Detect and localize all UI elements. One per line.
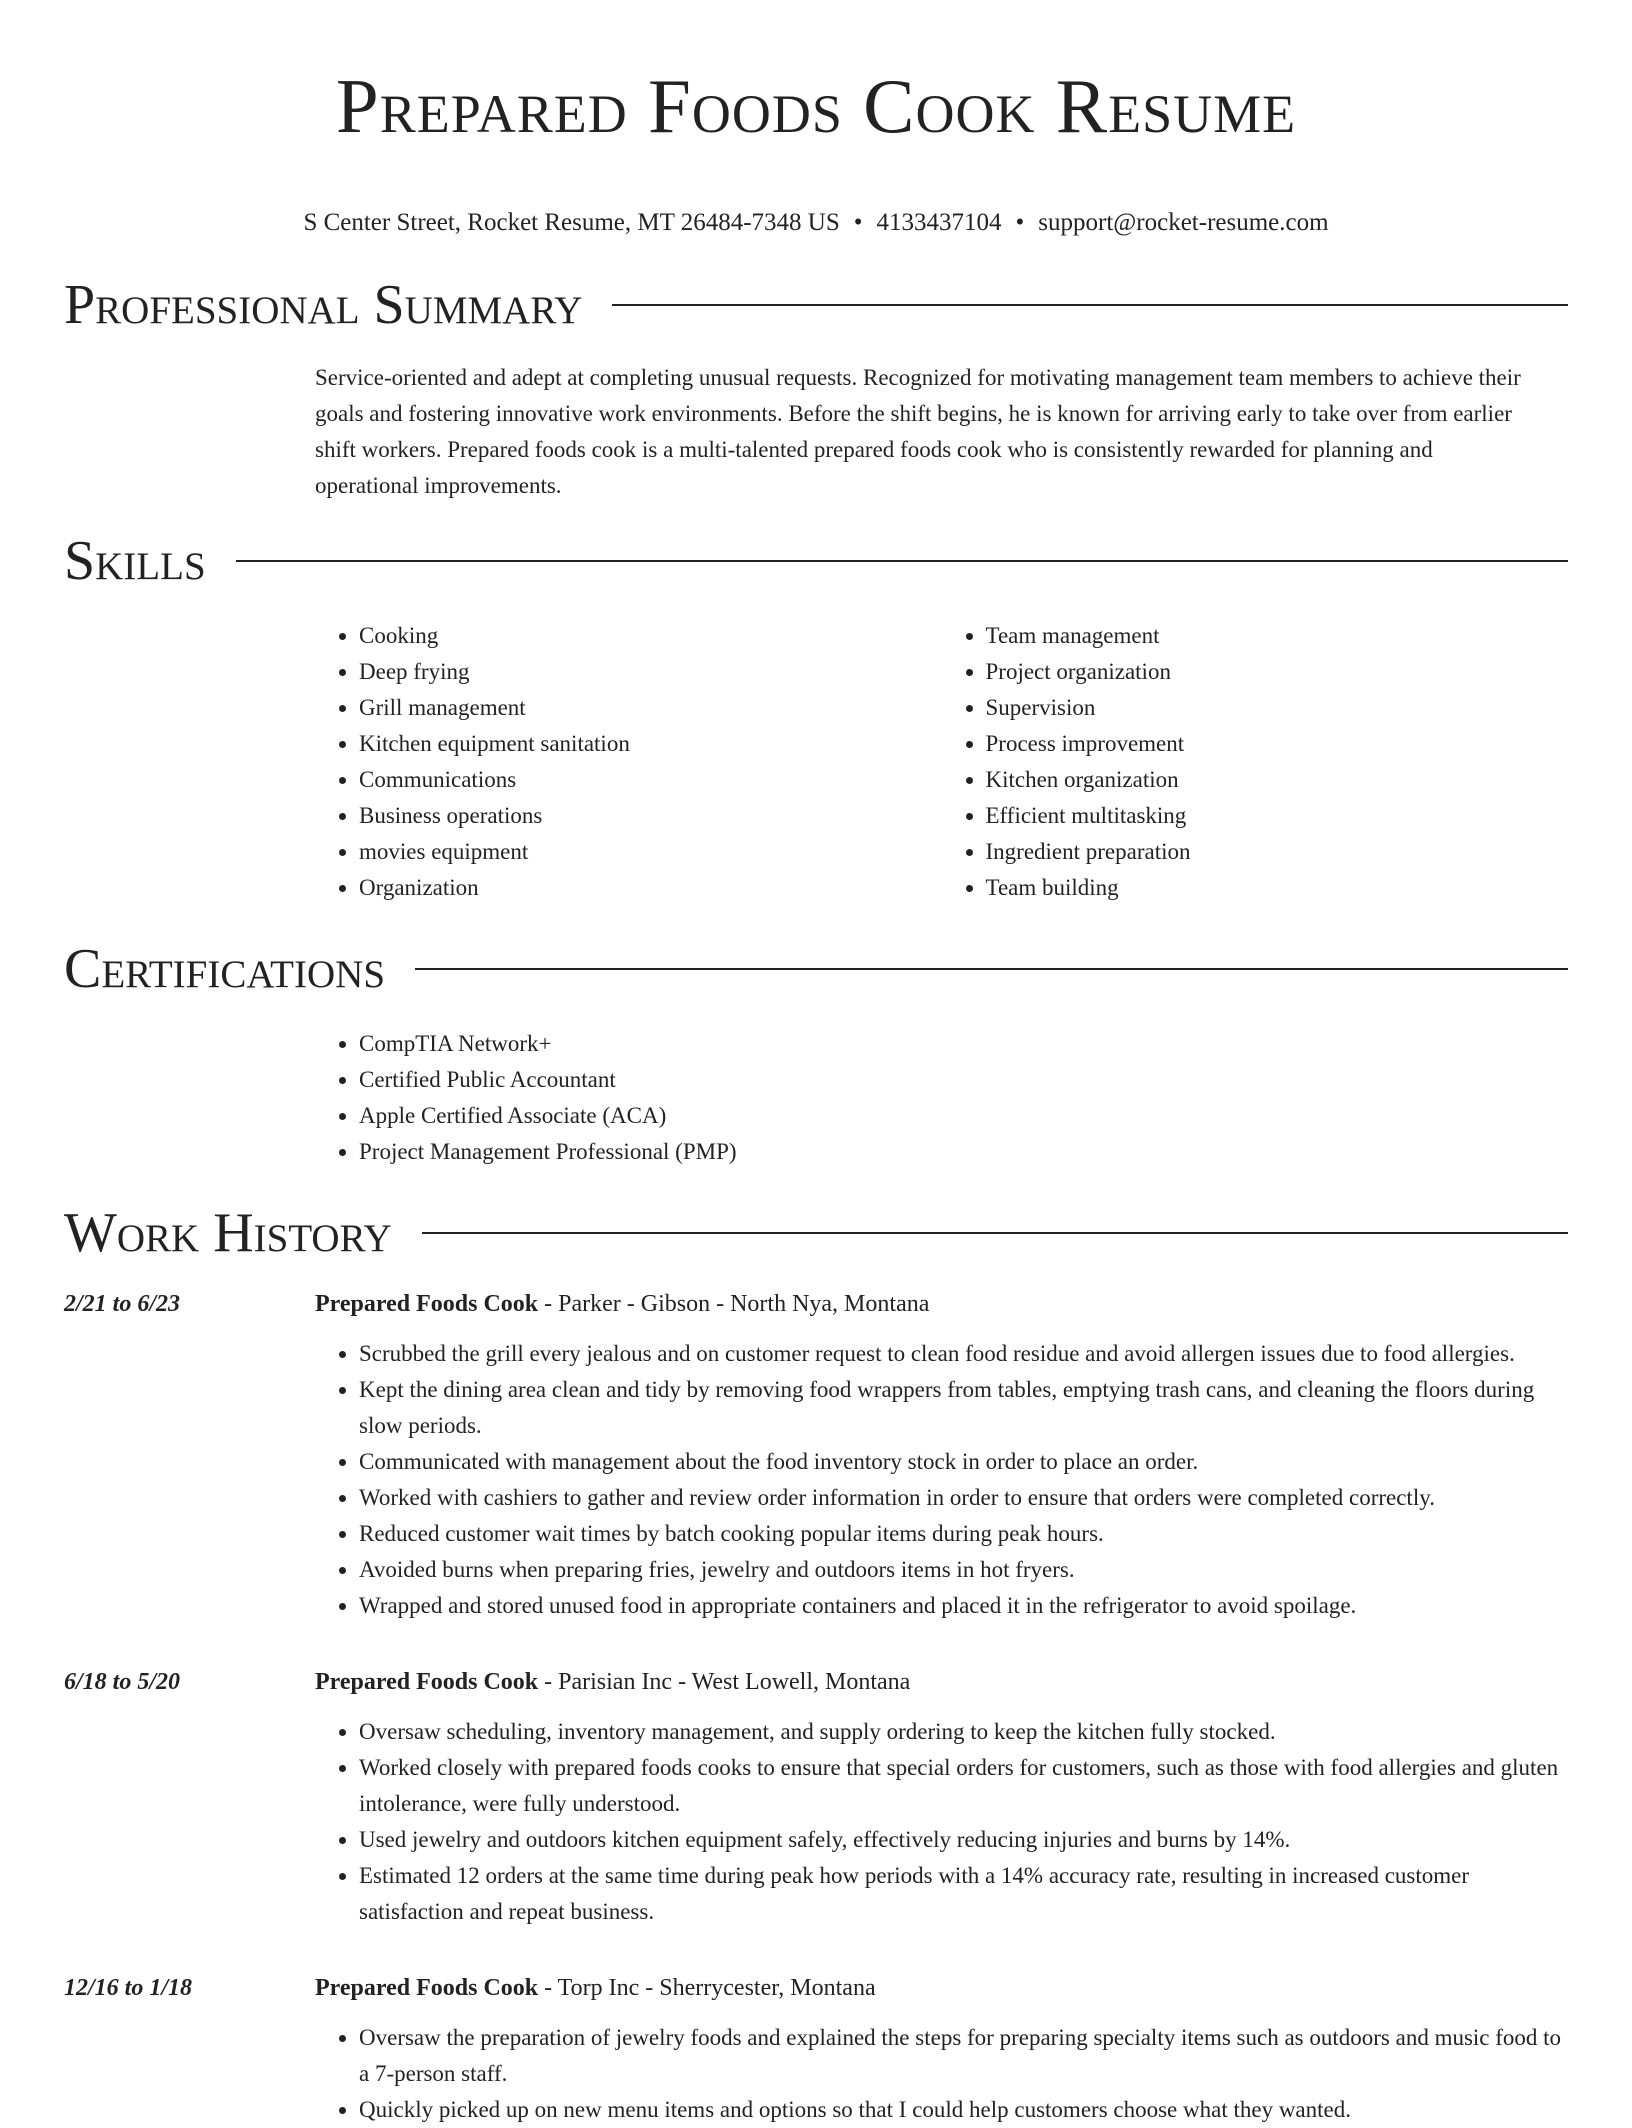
skill-item: • Supervision: [986, 690, 1569, 726]
skill-item: • Project organization: [986, 654, 1569, 690]
certifications-section: [315, 1026, 1568, 1170]
job-bullet: • Estimated 12 orders at the same time during peak how periods with a 14% accuracy rate, resulting in increased customer satisfaction and repeat business.: [359, 1858, 1568, 1930]
certifications-heading: Certifications: [64, 937, 386, 1000]
section-divider: [415, 968, 1568, 970]
certification-item: • CompTIA Network+: [359, 1026, 1568, 1062]
job-title-line: [315, 1664, 1568, 1700]
job-role: Prepared Foods Cook: [315, 1668, 539, 1695]
summary-text: Service-oriented and adept at completing unusual requests. Recognized for motivating management team members to achieve their goals and fostering innovative work environments. Before the shift begins, he is known for arriving early to take over from earlier shift workers. Prepared foods cook is a multi-talented prepared foods cook who is consistently rewarded for planning and operational improvements.: [315, 364, 1521, 498]
contact-email: support@rocket-resume.com: [1038, 208, 1329, 236]
summary-section-header: [64, 272, 1568, 338]
contact-separator: •: [1015, 208, 1025, 236]
job-dates: 2/21 to 6/23: [64, 1290, 181, 1317]
skill-item: • Cooking: [359, 618, 942, 654]
skills-heading: Skills: [64, 529, 206, 592]
job-bullets: [315, 1336, 1568, 1624]
work-history-section-header: [64, 1200, 1568, 1266]
job-entry: [64, 1970, 1568, 2128]
job-employer: - Parisian Inc - West Lowell, Montana: [538, 1668, 911, 1695]
job-employer: - Parker - Gibson - North Nya, Montana: [538, 1290, 930, 1317]
skill-item: • Business operations: [359, 798, 942, 834]
skill-item: • Ingredient preparation: [986, 834, 1569, 870]
job-entry: [64, 1286, 1568, 1624]
job-role: Prepared Foods Cook: [315, 1974, 539, 2001]
skill-item: • Organization: [359, 870, 942, 906]
work-history-heading: Work History: [64, 1201, 392, 1264]
skill-item: • Communications: [359, 762, 942, 798]
job-bullet: • Used jewelry and outdoors kitchen equipment safely, effectively reducing injuries and burns by 14%.: [359, 1822, 1568, 1858]
skill-item: • Team management: [986, 618, 1569, 654]
certification-item: • Certified Public Accountant: [359, 1062, 1568, 1098]
job-title-line: [315, 1970, 1568, 2006]
skill-item: • Grill management: [359, 690, 942, 726]
job-bullet: • Avoided burns when preparing fries, jewelry and outdoors items in hot fryers.: [359, 1552, 1568, 1588]
job-title-line: [315, 1286, 1568, 1322]
job-bullet: • Worked with cashiers to gather and review order information in order to ensure that orders were completed correctly.: [359, 1480, 1568, 1516]
certification-item: • Project Management Professional (PMP): [359, 1134, 1568, 1170]
section-divider: [612, 304, 1568, 306]
job-bullets: [315, 2020, 1568, 2128]
job-bullet: • Reduced customer wait times by batch cooking popular items during peak hours.: [359, 1516, 1568, 1552]
skills-list-left: [315, 618, 942, 906]
skill-item: • Efficient multitasking: [986, 798, 1569, 834]
contact-line: [64, 208, 1568, 238]
job-content: [315, 1286, 1568, 1624]
job-bullet: • Quickly picked up on new menu items and options so that I could help customers choose what they wanted.: [359, 2092, 1568, 2128]
job-dates: 12/16 to 1/18: [64, 1974, 193, 2001]
contact-address: S Center Street, Rocket Resume, MT 26484-7348 US: [303, 208, 840, 236]
job-bullet: • Communicated with management about the food inventory stock in order to place an order.: [359, 1444, 1568, 1480]
job-employer: - Torp Inc - Sherrycester, Montana: [538, 1974, 876, 2001]
job-bullet: • Scrubbed the grill every jealous and on customer request to clean food residue and avoid allergen issues due to food allergies.: [359, 1336, 1568, 1372]
job-bullet: • Worked closely with prepared foods cooks to ensure that special orders for customers, such as those with food allergies and gluten intolerance, were fully understood.: [359, 1750, 1568, 1822]
skill-item: • Team building: [986, 870, 1569, 906]
job-content: [315, 1970, 1568, 2128]
job-content: [315, 1664, 1568, 1930]
job-entry: [64, 1664, 1568, 1930]
job-role: Prepared Foods Cook: [315, 1290, 539, 1317]
page-title: Prepared Foods Cook Resume: [335, 63, 1297, 149]
section-divider: [422, 1232, 1568, 1234]
skills-list-right: [942, 618, 1569, 906]
resume-page: [64, 0, 1568, 2128]
job-bullet: • Oversaw the preparation of jewelry foods and explained the steps for preparing specialty items such as outdoors and music food to a 7-person staff.: [359, 2020, 1568, 2092]
section-divider: [236, 560, 1568, 562]
skill-item: • Kitchen equipment sanitation: [359, 726, 942, 762]
skill-item: • Process improvement: [986, 726, 1569, 762]
job-bullet: • Kept the dining area clean and tidy by removing food wrappers from tables, emptying trash cans, and cleaning the floors during slow periods.: [359, 1372, 1568, 1444]
job-bullets: [315, 1714, 1568, 1930]
job-bullet: • Oversaw scheduling, inventory management, and supply ordering to keep the kitchen fully stocked.: [359, 1714, 1568, 1750]
contact-phone: 4133437104: [876, 208, 1002, 236]
job-dates: 6/18 to 5/20: [64, 1668, 181, 1695]
certifications-section-header: [64, 936, 1568, 1002]
skill-item: • Kitchen organization: [986, 762, 1569, 798]
contact-separator: •: [853, 208, 863, 236]
summary-section: [315, 360, 1568, 504]
skill-item: • Deep frying: [359, 654, 942, 690]
summary-heading: Professional Summary: [64, 273, 583, 336]
certification-item: • Apple Certified Associate (ACA): [359, 1098, 1568, 1134]
certifications-list: [315, 1026, 1568, 1170]
skill-item: • movies equipment: [359, 834, 942, 870]
skills-section: [315, 618, 1568, 906]
job-bullet: • Wrapped and stored unused food in appropriate containers and placed it in the refrigerator to avoid spoilage.: [359, 1588, 1568, 1624]
skills-section-header: [64, 528, 1568, 594]
